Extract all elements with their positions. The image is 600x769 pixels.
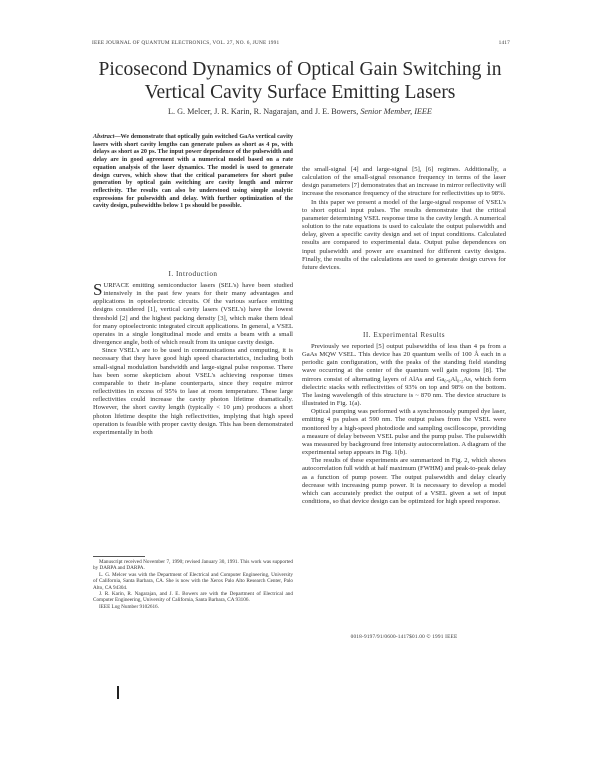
abstract-label: Abstract xyxy=(93,133,115,140)
right-column-top xyxy=(302,166,506,272)
margin-mark xyxy=(117,686,119,699)
right-paragraph-1: the small-signal [4] and large-signal [5], [6] regimes. Additionally, a calculation of the small-signal resonance frequency in terms of the laser design parameters [7] demonstrates that an increase in mirror reflectivity will increase the resonance frequency of the structure for reflectivities up to 98%. xyxy=(302,166,506,198)
footnote-rule xyxy=(93,556,145,557)
experimental-body xyxy=(302,343,506,506)
author-line xyxy=(60,107,540,116)
exp-paragraph-2: Optical pumping was performed with a synchronously pumped dye laser, emitting 4 ps pulses at 590 nm. The output pulses from the VSEL were monitored by a high-speed photodiode and sampling oscilloscope, providing a measure of delay between VSEL pulse and the pump pulse. The pulsewidth was measured by background free intensity autocorrelation. A diagram of the experimental setup appears in Fig. 1(b). xyxy=(302,408,506,457)
intro-paragraph-2: Since VSEL's are to be used in communications and computing, it is necessary that they have good high speed characteristics, including both small-signal modulation bandwidth and large-signal pulse response. There has been some skepticism about VSEL's achieving response times comparable to their in-plane counterparts, since they require mirror reflectivities in excess of 95% to lase at room temperature. These large reflectivities could increase the cavity photon lifetime dramatically. However, the short cavity length (typically < 10 μm) produces a short photon lifetime despite the high reflectivities, implying that high speed operation is feasible with proper cavity design. This has been demonstrated experimentally in both xyxy=(93,347,293,436)
title-line-2: Vertical Cavity Surface Emitting Lasers xyxy=(144,82,456,103)
introduction-body xyxy=(93,282,293,437)
section-heading-experimental: II. Experimental Results xyxy=(362,331,446,339)
drop-cap: S xyxy=(93,280,103,299)
exp-paragraph-1: Previously we reported [5] output pulsewidths of less than 4 ps from a GaAs MQW VSEL. This device has 20 quantum wells of 100 Å each in a periodic gain configuration, with the peaks of the standing field standing wave occurring at the center of the quantum well gain regions [8]. The mirrors consist of alternating layers of AlAs and Ga₀.₈Al₀.₂As, which form dielectric stacks with reflectivities of 93% on top and 98% on the bottom. The lasing wavelength of this structure is ~ 870 nm. The device structure is illustrated in Fig. 1(a). xyxy=(302,343,506,408)
title-line-1: Picosecond Dynamics of Optical Gain Switching in xyxy=(98,59,502,80)
page-number: 1417 xyxy=(498,40,510,46)
abstract xyxy=(93,133,293,210)
footnote-author-1: L. G. Melcer was with the Department of Electrical and Computer Engineering, University of California, Santa Barbara, CA. She is now with the Xerox Palo Alto Research Center, Palo Alto, CA 94304. xyxy=(93,571,293,591)
author-names: L. G. Melcer, J. R. Karin, R. Nagarajan, and J. E. Bowers, xyxy=(168,107,359,116)
right-paragraph-2: In this paper we present a model of the large-signal response of VSEL's to short optical input pulses. The results demonstrate that the critical parameter determining VSEL response time is the cavity length. A numerical solution to the rate equations is used to calculate the output pulsewidth and delay, given a specific cavity design and set of input conditions. Calculated results are compared to experimental data. Output pulse dependences on input pulsewidth and power are examined for different cavity designs. Finally, the results of the calculations are used to generate design curves for future devices. xyxy=(302,198,506,271)
journal-name: IEEE JOURNAL OF QUANTUM ELECTRONICS, VOL. 27, NO. 6, JUNE 1991 xyxy=(92,40,280,46)
running-header xyxy=(92,40,510,50)
exp-paragraph-3: The results of these experiments are summarized in Fig. 2, which shows autocorrelation full width at half maximum (FWHM) and peak-to-peak delay as a function of pump power. The output pulsewidth and delay clearly decrease with increasing pump power. It is necessary to develop a model which can accurately predict the output of a VSEL given a set of input conditions, so that device design can be optimized for high speed response. xyxy=(302,457,506,505)
footnote xyxy=(93,559,293,610)
footnote-authors-2: J. R. Karin, R. Nagarajan, and J. E. Bowers are with the Department of Electrical and Computer Engineering, University of California, Santa Barbara, CA 93106. xyxy=(93,591,293,604)
footnote-log: IEEE Log Number 9102616. xyxy=(99,603,159,610)
section-heading-introduction: I. Introduction xyxy=(168,270,218,278)
issn-line: 0018-9197/91/0600-1417$01.00 © 1991 IEEE xyxy=(350,634,458,640)
paper-title xyxy=(60,58,540,104)
author-role: Senior Member, IEEE xyxy=(360,107,432,116)
intro-paragraph-1: SURFACE emitting semiconductor lasers (SEL's) have been studied intensively in the past few years for their many advantages and applications in optoelectronic circuits. Of the various surface emitting designs considered [1], vertical cavity lasers (VSEL's) have the lowest threshold [2] and the highest packing density [3], which make them ideal for many optoelectronic integrated circuit applications. In general, a VSEL operates in a single longitudinal mode and emits a beam with a small divergence angle, both of which result from its unique cavity design. xyxy=(93,280,293,347)
abstract-text: —We demonstrate that optically gain switched GaAs vertical cavity lasers with short cavity lengths can generate pulses as short as 4 ps, with delays as short as 20 ps. The input power dependence of the pulsewidth and delay are in good agreement with a numerical model based on a rate equation analysis of the laser dynamics. The model is used to generate design curves, which show that the critical parameters for short pulse generation by optical gain switching are cavity length and mirror reflectivity. The results can also be understood using simple analytic expressions for pulsewidth and delay. With further optimization of the cavity design, pulsewidths below 1 ps should be possible. xyxy=(93,133,293,210)
footnote-manuscript: Manuscript received November 7, 1990; revised January 30, 1991. This work was supported by DARPA and DARPA. xyxy=(93,559,293,572)
